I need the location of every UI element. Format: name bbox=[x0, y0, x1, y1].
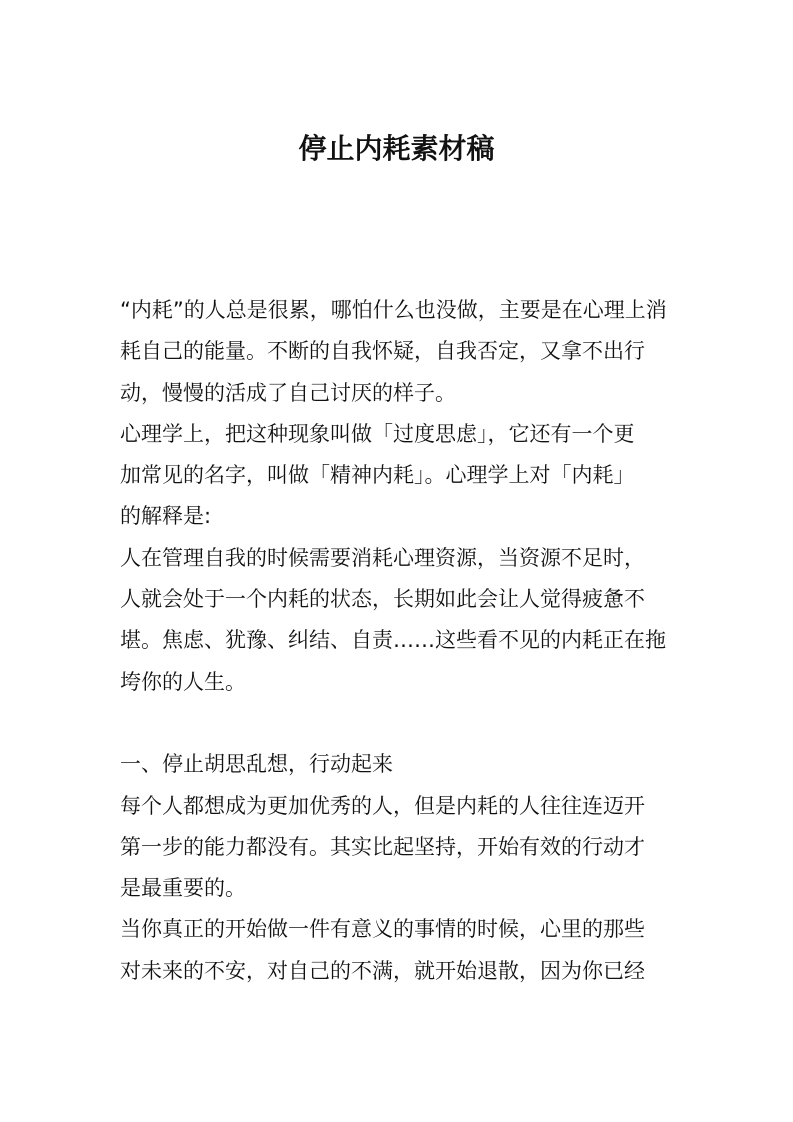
document-body bbox=[120, 290, 676, 992]
body-line: 心理学上，把这种现象叫做「过度思虑」，它还有一个更 bbox=[120, 421, 635, 446]
blank-line bbox=[120, 703, 676, 744]
body-line: 动，慢慢的活成了自己讨厌的样子。 bbox=[120, 380, 456, 405]
body-line: 每个人都想成为更加优秀的人，但是内耗的人往往连迈开 bbox=[120, 793, 645, 818]
body-line: 的解释是: bbox=[120, 504, 212, 529]
body-line: 堪。焦虑、犹豫、纠结、自责……这些看不见的内耗正在拖 bbox=[120, 628, 666, 653]
section-heading: 一、停止胡思乱想，行动起来 bbox=[120, 752, 393, 777]
body-line: 是最重要的。 bbox=[120, 876, 246, 901]
body-line: 人在管理自我的时候需要消耗心理资源，当资源不足时， bbox=[120, 545, 645, 570]
document-title: 停止内耗素材稿 bbox=[298, 132, 495, 165]
body-line: 第一步的能力都没有。其实比起坚持，开始有效的行动才 bbox=[120, 834, 645, 859]
body-line: 垮你的人生。 bbox=[120, 669, 246, 694]
body-line: “内耗”的人总是很累，哪怕什么也没做，主要是在心理上消 bbox=[120, 298, 667, 322]
body-line: 耗自己的能量。不断的自我怀疑，自我否定，又拿不出行 bbox=[120, 339, 645, 364]
body-line: 加常见的名字，叫做「精神内耗」。心理学上对「内耗」 bbox=[120, 463, 635, 488]
body-line: 对未来的不安，对自己的不满，就开始退散，因为你已经 bbox=[120, 958, 645, 983]
body-line: 人就会处于一个内耗的状态，长期如此会让人觉得疲惫不 bbox=[120, 587, 645, 612]
body-line: 当你真正的开始做一件有意义的事情的时候，心里的那些 bbox=[120, 917, 645, 942]
